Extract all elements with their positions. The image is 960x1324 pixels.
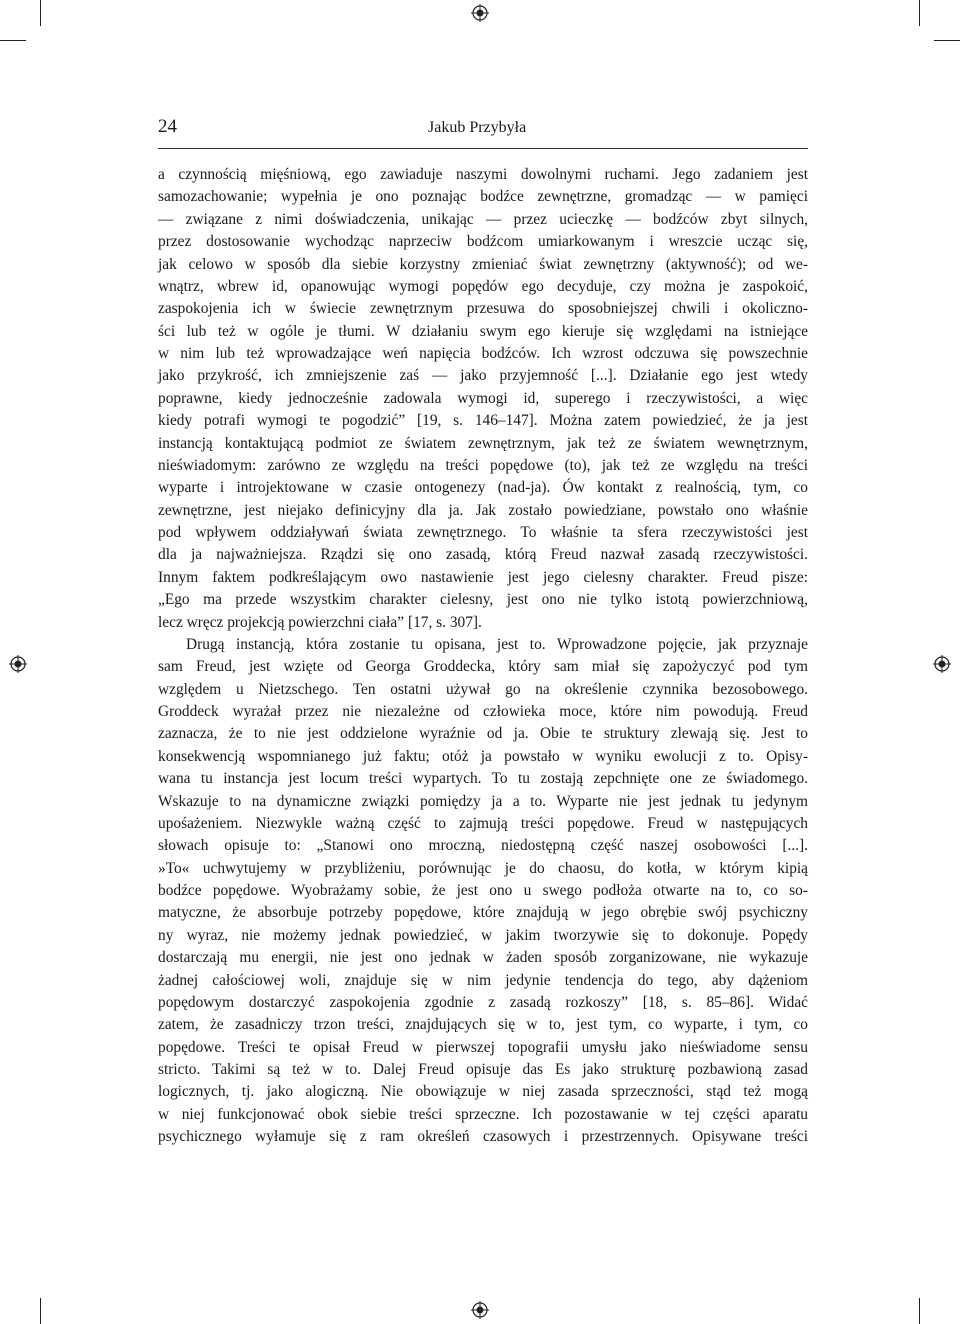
text-line: samozachowanie; wypełnia je ono poznając bodźce zewnętrzne, gromadząc — w pamięci (158, 188, 808, 206)
text-line: ści lub też w ogóle je tłumi. W działaniu swym ego kieruje się względami na istniejące (158, 322, 808, 340)
crop-mark (40, 0, 41, 26)
text-line: stricto. Takimi są też w to. Dalej Freud opisuje das Es jako strukturę pozbawioną zasad (158, 1061, 808, 1078)
text-line: instancją kontaktującą podmiot ze światem zewnętrznym, jak też ze światem wewnętrznym, (158, 434, 808, 452)
text-line: a czynnością mięśniową, ego zawiaduje naszymi dowolnymi ruchami. Jego zadaniem jest (158, 166, 808, 183)
text-line: wyparte i introjektowane w czasie ontogenezy (nad-ja). Ów kontakt z realnością, tym, co (158, 479, 808, 497)
text-line: bodźce popędowe. Wyobrażamy sobie, że jest ono u swego podłoża otwarte na to, co so- (158, 882, 808, 899)
text-line: względem u Nietzschego. Ten ostatni używał go na określenie czynnika bezosobowego. (158, 680, 808, 698)
text-line: w nim lub też wprowadzające weń napięcia bodźców. Ich wzrost odczuwa się powszechnie (158, 345, 808, 362)
crop-mark (934, 40, 960, 41)
text-line: konsekwencją wspomnianego już faktu; otóż ja powstało w wyniku ewolucji z to. Opisy- (158, 747, 808, 765)
text-line: Wskazuje to na dynamiczne związki pomiędzy ja a to. Wyparte nie jest jednak tu jedynym (158, 792, 808, 810)
text-line: słowach opisuje to: „Stanowi ono mroczną, niedostępną część naszej osobowości [...]. (158, 837, 808, 855)
text-line: psychicznego wyłamuje się z ram określeń czasowych i przestrzennych. Opisywane treści (158, 1128, 808, 1146)
registration-mark-icon (471, 1301, 489, 1319)
text-line: w niej funkcjonować obok siebie treści sprzeczne. Ich pozostawanie w tej części aparatu (158, 1105, 808, 1123)
text-line: zaspokojenia ich w świecie zewnętrznym przesuwa do sposobniejszej chwili i okoliczno- (158, 300, 808, 318)
registration-mark-icon (933, 655, 951, 673)
body-text (158, 164, 808, 1149)
page-number: 24 (158, 116, 177, 137)
crop-mark (40, 1298, 41, 1324)
text-line: pod wpływem oddziaływań świata zewnętrznego. To właśnie ta sfera rzeczywistości jest (158, 524, 808, 541)
text-line: wana tu instancja jest locum treści wypartych. To tu zostają zepchnięte one ze świadomego. (158, 770, 808, 788)
text-line: matyczne, że absorbuje potrzeby popędowe, które znajdują w jego obrębie swój psychiczny (158, 904, 808, 922)
text-line: Innym faktem podkreślającym owo nastawienie jest jego cielesny charakter. Freud pisze: (158, 568, 808, 586)
text-line: jako przykrość, ich zmniejszenie zaś — jako przyjemność [...]. Działanie ego jest wtedy (158, 367, 808, 385)
text-line: zaznacza, że to nie jest oddzielone wyraźnie od ja. Obie te struktury zlewają się. Jest to (158, 725, 808, 743)
paragraph-first-line: Drugą instancją, która zostanie tu opisana, jest to. Wprowadzone pojęcie, jak przyznaje (186, 635, 808, 653)
running-head (158, 114, 808, 149)
text-line: ny wyraz, nie możemy jednak powiedzieć, w jakim tworzywie się to dokonuje. Popędy (158, 926, 808, 944)
paragraph-last-line: lecz wręcz projekcją powierzchni ciała” [17, s. 307]. (158, 613, 482, 631)
crop-mark (919, 1298, 920, 1324)
text-line: dostarczają mu energii, nie jest ono jednak w żaden sposób zorganizowane, nie wykazuje (158, 949, 808, 967)
text-line: logicznych, tj. jako alogiczną. Nie obowiązuje w niej zasada sprzeczności, stąd też mogą (158, 1083, 808, 1101)
text-line: »To« uchwytujemy w przybliżeniu, porównując je do chaosu, do kotła, w którym kipią (158, 859, 808, 877)
text-line: jak celowo w sposób dla siebie korzystny zmieniać świat zewnętrzny (aktywność); od we- (158, 255, 808, 273)
text-line: dla ja najważniejsza. Rządzi się ono zasadą, którą Freud nazwał zasadą rzeczywistości. (158, 546, 808, 564)
text-line: „Ego ma przede wszystkim charakter cielesny, jest ono nie tylko istotą powierzchniową, (158, 591, 808, 609)
text-line: upośażeniem. Niezwykle ważną część to zajmują treści popędowe. Freud w następujących (158, 814, 808, 832)
text-line: zatem, że zasadniczy trzon treści, znajdujących się w to, jest tym, co wyparte, i tym, co (158, 1016, 808, 1034)
text-line: zewnętrzne, jest niejako definicyjny dla ja. Jak zostało powiedziane, powstało ono właśnie (158, 501, 808, 519)
registration-mark-icon (9, 655, 27, 673)
text-line: sam Freud, jest wzięte od Georga Groddecka, który sam miał się zapożyczyć pod tym (158, 658, 808, 676)
text-line: żadnej całościowej woli, znajduje się w nim jedynie tendencja do tego, aby dążeniom (158, 971, 808, 989)
text-line: wnątrz, wbrew id, opanowując wymogi popędów ego decyduje, czy można je zaspokoić, (158, 277, 808, 295)
text-line: popędowym dostarczyć zaspokojenia zgodnie z zasadą rozkoszy” [18, s. 85–86]. Widać (158, 993, 808, 1011)
crop-mark (919, 0, 920, 26)
text-line: Groddeck wyrażał przez nie niezależne od człowieka moce, które nim powodują. Freud (158, 703, 808, 720)
text-line: kiedy potrafi wymogi te pogodzić” [19, s. 146–147]. Można zatem powiedzieć, że ja jest (158, 412, 808, 430)
registration-mark-icon (471, 4, 489, 22)
text-line: — związane z nimi doświadczenia, unikając — przez ucieczkę — bodźców zbyt silnych, (158, 210, 808, 228)
text-line: przez dostosowanie wychodząc naprzeciw bodźcom umiarkowanym i wreszcie ucząc się, (158, 233, 808, 251)
crop-mark (0, 40, 26, 41)
text-line: poprawne, kiedy jednocześnie zadowala wymogi id, superego i rzeczywistości, a więc (158, 389, 808, 407)
running-head-author: Jakub Przybyła (428, 119, 527, 136)
text-line: nieświadomym: zarówno ze względu na treści popędowe (to), jak też ze względu na treści (158, 456, 808, 474)
text-line: popędowe. Treści te opisał Freud w pierwszej topografii umysłu jako nieświadome sensu (158, 1038, 808, 1056)
